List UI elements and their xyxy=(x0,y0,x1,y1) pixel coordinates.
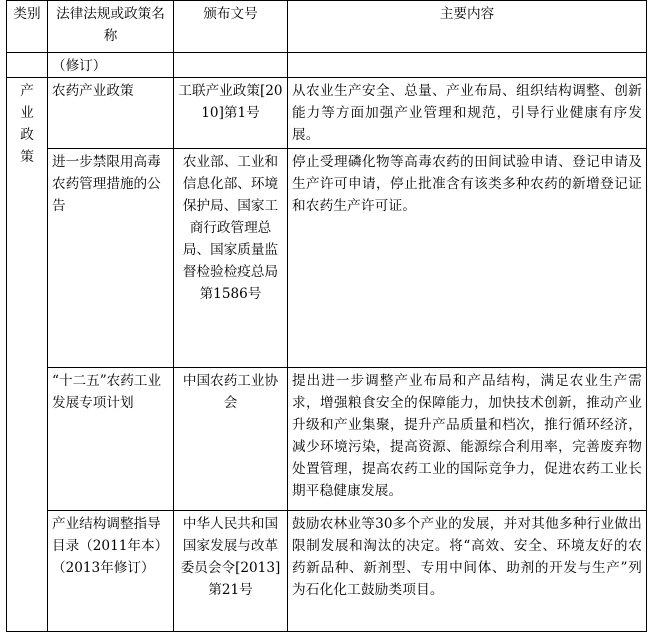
table-row xyxy=(7,149,647,368)
policy-name-cell: 产业结构调整指导目录（2011年本）（2013年修订） xyxy=(48,511,174,632)
content-cell: 鼓励农林业等30多个产业的发展，并对其他多种行业做出限制发展和淘汰的决定。将“高效、安全、环境友好的农药新品种、新剂型、专用中间体、助剂的开发与生产”列为石化化工鼓励类项目。 xyxy=(288,511,647,632)
doc-no-cell: 工联产业政策[2010]第1号 xyxy=(174,78,288,149)
previous-doc-no-cell xyxy=(174,53,288,78)
content-cell: 提出进一步调整产业布局和产品结构，满足农业生产需求，增强粮食安全的保障能力，加快技术创新，推动产业升级和产业集聚，提升产品质量和档次，推行循环经济，减少环境污染，提高资源、能源综合利用率，完善废弃物处置管理，提高农药工业的国际竞争力，促进农药工业长期平稳健康发展。 xyxy=(288,368,647,511)
doc-no-cell: 农业部、工业和信息化部、环境保护局、国家工商行政管理总局、国家质量监督检验检疫总局第1586号 xyxy=(174,149,288,368)
previous-content-cell xyxy=(288,53,647,78)
content-cell: 停止受理磷化物等高毒农药的田间试验申请、登记申请及生产许可申请，停止批准含有该类多种农药的新增登记证和农药生产许可证。 xyxy=(288,149,647,368)
content-cell: 从农业生产安全、总量、产业布局、组织结构调整、创新能力等方面加强产业管理和规范，引导行业健康有序发展。 xyxy=(288,78,647,149)
table-row xyxy=(7,511,647,632)
policy-name-cell: 农药产业政策 xyxy=(48,78,174,149)
header-name: 法律法规或政策名称 xyxy=(48,1,174,53)
category-cell xyxy=(7,78,48,632)
header-category: 类别 xyxy=(7,1,48,53)
previous-name-cell: （修订） xyxy=(48,53,174,78)
table-row-previous xyxy=(7,53,647,78)
header-content: 主要内容 xyxy=(288,1,647,53)
table-row xyxy=(7,78,647,149)
category-label: 产业政策 xyxy=(20,83,34,165)
doc-no-cell: 中国农药工业协会 xyxy=(174,368,288,511)
policy-name-cell: “十二五”农药工业发展专项计划 xyxy=(48,368,174,511)
header-row xyxy=(7,1,647,53)
policy-table xyxy=(6,0,647,632)
policy-name-cell: 进一步禁限用高毒农药管理措施的公告 xyxy=(48,149,174,368)
previous-category-cell xyxy=(7,53,48,78)
doc-no-cell: 中华人民共和国国家发展与改革委员会令[2013]第21号 xyxy=(174,511,288,632)
table-row xyxy=(7,368,647,511)
header-doc-no: 颁布文号 xyxy=(174,1,288,53)
